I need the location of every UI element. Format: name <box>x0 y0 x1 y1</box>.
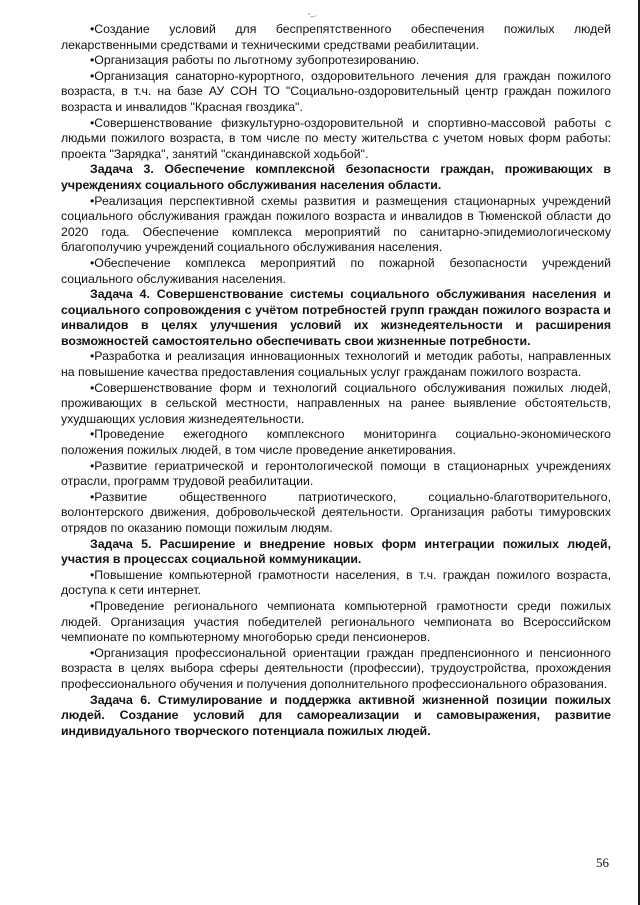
bullet-item: •Развитие общественного патриотического, социально-благотворительного, волонтерского движения, добровольческой деятельности. Организация работы тимуровских отрядов по оказанию помощи пожилым людям. <box>61 489 611 535</box>
bullet-item: •Проведение регионального чемпионата компьютерной грамотности среди пожилых людей. Организация участия победителей регионального чемпионата во Всероссийском чемпионате по компьютерному многоборью среди пенсионеров. <box>61 598 611 645</box>
bullet-item: •Разработка и реализация инновационных технологий и методик работы, направленных на повышение качества предоставления социальных услуг гражданам пожилого возраста. <box>61 349 611 380</box>
block-1 <box>61 22 611 162</box>
task-4-section <box>61 287 611 537</box>
task-4-heading: Задача 4. Совершенствование системы социального обслуживания населения и социального сопровождения с учётом потребностей групп граждан пожилого возраста и инвалидов в целях улучшения условий их жизнедеятельности и расширения возможностей самостоятельно обеспечивать свои жизненные потребности. <box>61 287 611 348</box>
task-6-heading: Задача 6. Стимулирование и поддержка активной жизненной позиции пожилых людей. Создание условий для самореализации и самовыражения, развитие индивидуального творческого потенциала пожилых людей. <box>61 692 611 738</box>
bullet-item: •Создание условий для беспрепятственного обеспечения пожилых людей лекарственными средствами и техническими средствами реабилитации. <box>61 22 611 52</box>
bullet-item: •Реализация перспективной схемы развития и размещения стационарных учреждений социального обслуживания граждан пожилого возраста и инвалидов в Тюменской области до 2020 года. Обеспечение комплекса мероприятий по санитарно-эпидемиологическому благополучию учреждений социального обслуживания населения. <box>61 193 611 255</box>
task-3-heading: Задача 3. Обеспечение комплексной безопасности граждан, проживающих в учреждениях социального обслуживания населения области. <box>61 162 611 192</box>
task-5-section <box>61 537 611 693</box>
task-6-section <box>61 693 611 740</box>
task-5-heading: Задача 5. Расширение и внедрение новых форм интеграции пожилых людей, участия в процессах социальной коммуникации. <box>61 536 611 567</box>
scan-mark: '–· <box>308 12 317 21</box>
bullet-item: •Организация профессиональной ориентации граждан предпенсионного и пенсионного возраста в целях выбора сферы деятельности (профессии), трудоустройства, прохождения профессионального обучения и получения дополнительного профессионального образования. <box>61 645 611 691</box>
bullet-item: •Совершенствование физкультурно-оздоровительной и спортивно-массовой работы с людьми пожилого возраста, в том числе по месту жительства с учетом новых форм работы: проекта "Зарядка", занятий "скандинавской ходьбой". <box>61 115 611 161</box>
bullet-item: •Организация санаторно-курортного, оздоровительного лечения для граждан пожилого возраста, в т.ч. на базе АУ СОН ТО "Социально-оздоровительный центр граждан пожилого возраста и инвалидов "Красная гвоздика". <box>61 68 611 114</box>
bullet-item: •Проведение ежегодного комплексного мониторинга социально-экономического положения пожилых людей, в том числе проведение анкетирования. <box>61 427 611 458</box>
bullet-item: •Обеспечение комплекса мероприятий по пожарной безопасности учреждений социального обслуживания населения. <box>61 255 611 286</box>
page-number: 56 <box>596 855 609 870</box>
task-3-section <box>61 162 611 287</box>
bullet-item: •Повышение компьютерной грамотности населения, в т.ч. граждан пожилого возраста, доступа к сети интернет. <box>61 567 611 598</box>
bullet-item: •Совершенствование форм и технологий социального обслуживания пожилых людей, проживающих в сельской местности, направленных на ранее выявление обстоятельств, ухудшающих условия жизнедеятельности. <box>61 380 611 426</box>
bullet-item: •Развитие гериатрической и геронтологической помощи в стационарных учреждениях отрасли, программ трудовой реабилитации. <box>61 458 611 489</box>
document-page <box>61 22 611 739</box>
bullet-item: •Организация работы по льготному зубопротезированию. <box>90 53 420 68</box>
